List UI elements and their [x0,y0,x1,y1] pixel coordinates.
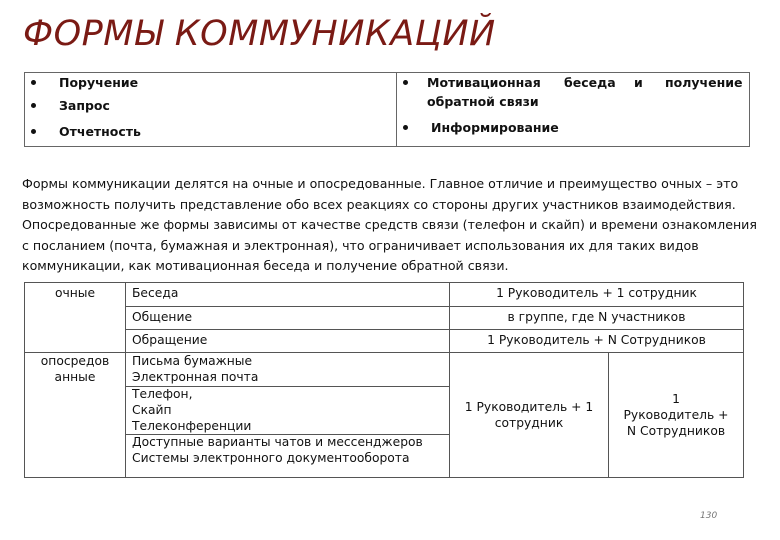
communication-forms-table [24,282,744,477]
table-border [24,477,744,478]
form-item-informing: Информирование [431,120,559,135]
method-group-phone [132,386,251,434]
form-item-motivational-word-4: получение [665,75,743,90]
paragraph-line: коммуникации, как мотивационная беседа и получение обратной связи. [22,258,509,273]
bullet-icon [31,103,36,108]
category-label-line: опосредов [40,354,110,368]
method-appeal: Обращение [132,333,208,347]
paragraph-line: с посланием (почта, бумажная и электронная), что ограничивает использования их для таких видов [22,237,699,253]
form-item-motivational-word-2: беседа [564,75,616,90]
participants-line: 1 Руководитель + 1 [464,400,594,414]
method-item: Доступные варианты чатов и мессенджеров [132,435,423,449]
table-border [743,282,744,477]
participants-one-to-one [450,399,608,431]
paragraph-line: Формы коммуникации делятся на очные и опосредованные. Главное отличие и преимущество очных – это [22,176,739,191]
participants-line: 1 [672,392,680,406]
participants-line: N Сотрудников [626,424,726,438]
form-item-motivational-line-2: обратной связи [427,94,539,109]
participants-conversation: 1 Руководитель + 1 сотрудник [496,286,697,300]
method-item: Письма бумажные [132,354,253,368]
paragraph-line: Опосредованные же формы зависимы от качестве средств связи (телефон и скайп) и времени ознакомления [22,217,757,232]
forms-box-divider [396,73,397,146]
table-border [24,282,744,283]
table-rule [125,306,744,307]
category-oposredovannye [25,353,125,385]
bullet-icon [31,80,36,85]
method-item: Телефон, [132,387,193,401]
table-rule [125,282,126,477]
form-item-reporting: Отчетность [59,124,141,139]
form-item-motivational-word-1: Мотивационная [427,75,541,90]
method-item: Скайп [132,403,172,417]
method-item: Электронная почта [132,370,259,384]
method-item: Системы электронного документооборота [132,451,410,465]
description-paragraph [22,174,757,277]
table-rule [125,329,744,330]
participants-line: Руководитель + [623,408,729,422]
category-ochnye: очные [54,286,96,300]
participants-line: сотрудник [494,416,564,430]
method-conversation: Беседа [132,286,179,300]
page-number: 130 [700,511,718,521]
method-group-letters [132,353,258,385]
bullet-icon [31,129,36,134]
form-item-order: Поручение [59,75,139,90]
method-group-chats [132,434,423,466]
participants-communication: в группе, где N участников [507,310,686,324]
communication-forms-box [24,72,750,147]
method-item: Телеконференции [132,419,252,433]
page-title: ФОРМЫ КОММУНИКАЦИЙ [23,14,496,54]
bullet-icon [403,125,408,130]
participants-one-to-many [609,391,743,439]
method-communication: Общение [132,310,193,324]
paragraph-line: возможность получить представление обо всех реакциях со стороны других участников взаимодействия. [22,196,736,212]
form-item-request: Запрос [59,98,110,113]
category-label-line: анные [54,370,96,384]
participants-appeal: 1 Руководитель + N Сотрудников [487,333,706,347]
bullet-icon [403,80,408,85]
form-item-motivational-word-3: и [634,75,643,90]
